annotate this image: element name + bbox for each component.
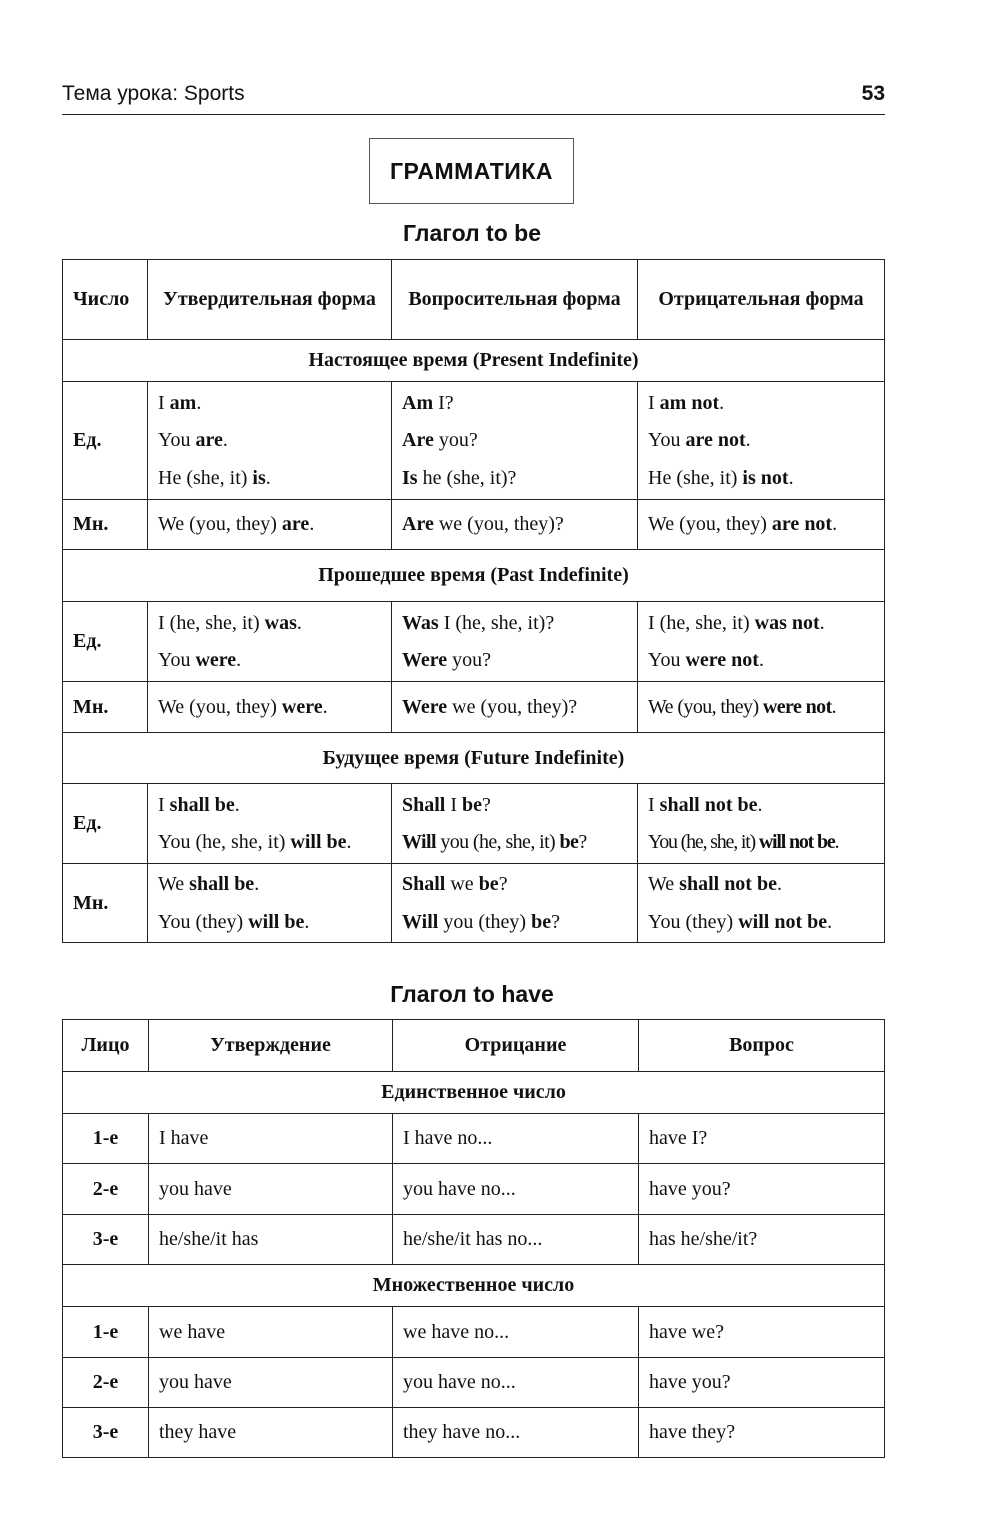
- negative-cell: [638, 784, 885, 864]
- form-line: I am not.: [648, 391, 725, 414]
- form-line: I shall be.: [158, 793, 240, 816]
- table-row: [63, 784, 885, 864]
- column-header: Вопрос: [639, 1020, 885, 1072]
- form-line: Am I?: [402, 391, 454, 414]
- person-label: 3-е: [63, 1215, 149, 1265]
- table-row: [63, 500, 885, 550]
- form-line: I shall not be.: [648, 793, 763, 816]
- lesson-topic: Тема урока: Sports: [62, 82, 245, 105]
- table-row: [63, 1164, 885, 1215]
- form-line: You are.: [158, 429, 228, 452]
- column-header: Число: [63, 260, 148, 340]
- form-line: I am.: [158, 391, 202, 414]
- question-cell: have they?: [639, 1408, 885, 1458]
- question-cell: [392, 784, 638, 864]
- question-cell: [392, 602, 638, 682]
- negative-cell: [638, 602, 885, 682]
- form-line: He (she, it) is not.: [648, 466, 794, 489]
- affirmative-cell: you have: [149, 1164, 393, 1215]
- question-cell: Were we (you, they)?: [392, 682, 638, 733]
- form-line: You (he, she, it) will be.: [158, 831, 352, 853]
- table-row: [63, 1358, 885, 1408]
- question-cell: [392, 382, 638, 500]
- table-row: [63, 682, 885, 733]
- form-line: You (he, she, it) will not be.: [648, 831, 839, 853]
- column-header: Утверждение: [149, 1020, 393, 1072]
- affirmative-cell: [148, 784, 392, 864]
- form-line: You are not.: [648, 429, 751, 452]
- column-header: Утвердительная форма: [148, 260, 392, 340]
- table-header-row: [63, 1020, 885, 1072]
- form-line: We shall not be.: [648, 873, 782, 895]
- question-cell: have you?: [639, 1164, 885, 1215]
- table-row: [63, 864, 885, 943]
- negative-cell: [638, 864, 885, 943]
- form-line: You (they) will not be.: [648, 910, 833, 933]
- negative-cell: you have no...: [393, 1164, 639, 1215]
- form-line: Shall we be?: [402, 873, 508, 895]
- table-row: [63, 1307, 885, 1358]
- question-cell: have I?: [639, 1114, 885, 1164]
- table-row: [63, 1114, 885, 1164]
- to-be-table: [62, 259, 885, 943]
- form-line: Will you (they) be?: [402, 910, 560, 933]
- form-line: Are you?: [402, 429, 478, 452]
- negative-cell: you have no...: [393, 1358, 639, 1408]
- form-line: Was I (he, she, it)?: [402, 611, 555, 634]
- form-line: Is he (she, it)?: [402, 466, 517, 489]
- person-label: 2-е: [63, 1164, 149, 1215]
- section-title: ГРАММАТИКА: [369, 138, 574, 204]
- form-line: I (he, she, it) was not.: [648, 611, 825, 634]
- number-label: Ед.: [63, 382, 148, 500]
- table-row: [63, 1408, 885, 1458]
- affirmative-cell: they have: [149, 1408, 393, 1458]
- negative-cell: We (you, they) are not.: [638, 500, 885, 550]
- column-header: Отрицательная форма: [638, 260, 885, 340]
- question-cell: [392, 864, 638, 943]
- form-line: Shall I be?: [402, 793, 491, 816]
- form-line: Were you?: [402, 649, 492, 671]
- affirmative-cell: he/she/it has: [149, 1215, 393, 1265]
- question-cell: have we?: [639, 1307, 885, 1358]
- affirmative-cell: I have: [149, 1114, 393, 1164]
- affirmative-cell: you have: [149, 1358, 393, 1408]
- tense-heading: Настоящее время (Present Indefinite): [63, 340, 885, 382]
- negative-cell: we have no...: [393, 1307, 639, 1358]
- negative-cell: he/she/it has no...: [393, 1215, 639, 1265]
- number-label: Мн.: [63, 500, 148, 550]
- table-row: [63, 1215, 885, 1265]
- tense-heading: Прошедшее время (Past Indefinite): [63, 550, 885, 602]
- affirmative-cell: we have: [149, 1307, 393, 1358]
- to-have-title: Глагол to have: [390, 981, 554, 1007]
- question-cell: has he/she/it?: [639, 1215, 885, 1265]
- number-label: Ед.: [63, 602, 148, 682]
- affirmative-cell: [148, 864, 392, 943]
- affirmative-cell: [148, 382, 392, 500]
- to-be-title: Глагол to be: [403, 220, 541, 246]
- negative-cell: [638, 382, 885, 500]
- number-label: Ед.: [63, 784, 148, 864]
- negative-cell: I have no...: [393, 1114, 639, 1164]
- column-header: Вопросительная форма: [392, 260, 638, 340]
- form-line: You (they) will be.: [158, 910, 310, 933]
- column-header: Лицо: [63, 1020, 149, 1072]
- column-header: Отрицание: [393, 1020, 639, 1072]
- number-heading: Множественное число: [63, 1265, 885, 1307]
- form-line: Will you (he, she, it) be?: [402, 831, 587, 853]
- number-heading: Единственное число: [63, 1072, 885, 1114]
- form-line: You were.: [158, 649, 242, 671]
- question-cell: Are we (you, they)?: [392, 500, 638, 550]
- person-label: 1-е: [63, 1114, 149, 1164]
- person-label: 2-е: [63, 1358, 149, 1408]
- form-line: I (he, she, it) was.: [158, 611, 302, 634]
- to-have-table: [62, 1019, 885, 1458]
- table-row: [63, 602, 885, 682]
- negative-cell: they have no...: [393, 1408, 639, 1458]
- person-label: 3-е: [63, 1408, 149, 1458]
- tense-heading: Будущее время (Future Indefinite): [63, 733, 885, 784]
- question-cell: have you?: [639, 1358, 885, 1408]
- person-label: 1-е: [63, 1307, 149, 1358]
- number-label: Мн.: [63, 864, 148, 943]
- form-line: We shall be.: [158, 873, 260, 895]
- number-label: Мн.: [63, 682, 148, 733]
- page-number: 53: [861, 82, 885, 105]
- affirmative-cell: We (you, they) are.: [148, 500, 392, 550]
- table-row: [63, 382, 885, 500]
- negative-cell: We (you, they) were not.: [638, 682, 885, 733]
- affirmative-cell: [148, 602, 392, 682]
- affirmative-cell: We (you, they) were.: [148, 682, 392, 733]
- form-line: He (she, it) is.: [158, 466, 271, 489]
- page-header: [62, 80, 885, 115]
- form-line: You were not.: [648, 649, 764, 671]
- table-header-row: [63, 260, 885, 340]
